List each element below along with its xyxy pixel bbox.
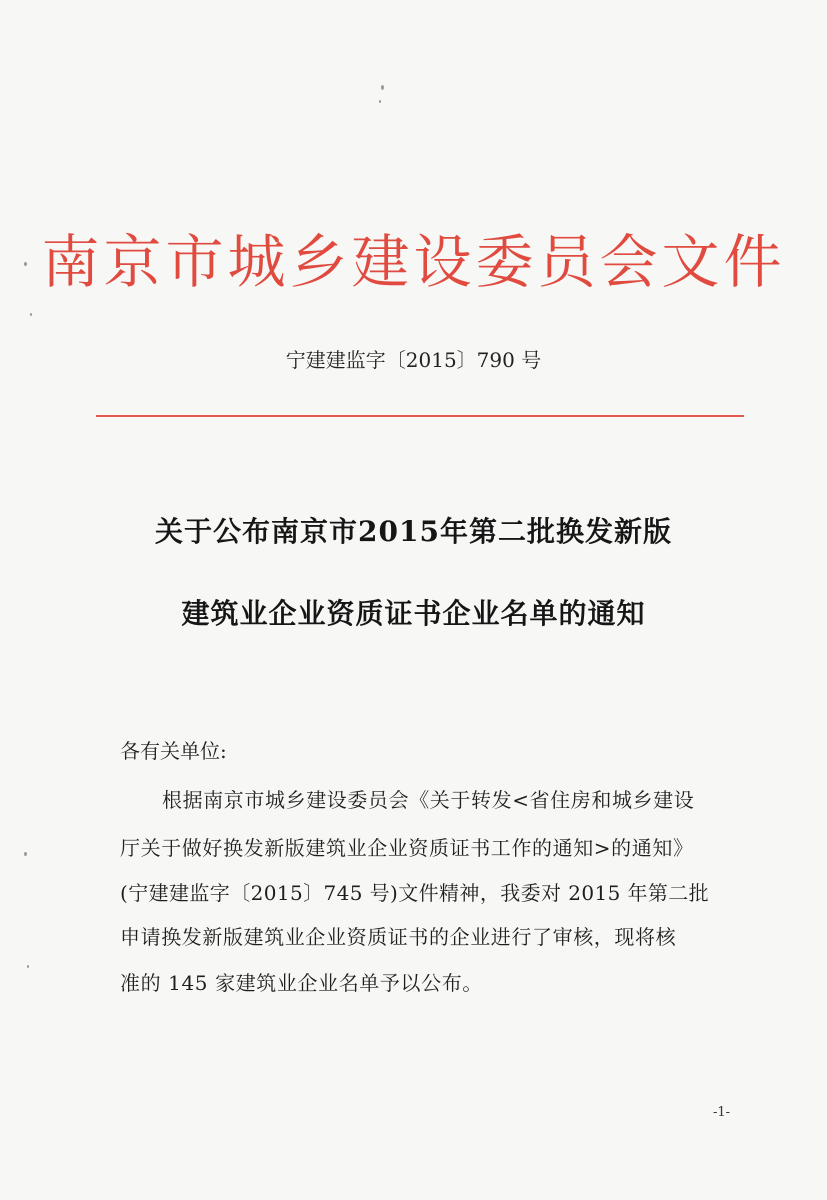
document-number: 宁建建监字〔2015〕790 号 bbox=[285, 348, 542, 372]
scan-speck bbox=[30, 313, 32, 316]
scan-speck bbox=[381, 85, 384, 90]
body-paragraph-line: 准的 145 家建筑业企业名单予以公布。 bbox=[120, 971, 483, 995]
scan-speck bbox=[379, 100, 381, 103]
notice-title-line-1: 关于公布南京市2015年第二批换发新版 bbox=[155, 515, 672, 548]
scan-speck bbox=[24, 852, 27, 856]
body-paragraph-line: 根据南京市城乡建设委员会《关于转发<省住房和城乡建设 bbox=[162, 788, 695, 812]
body-paragraph-line: 申请换发新版建筑业企业资质证书的企业进行了审核，现将核 bbox=[120, 925, 677, 949]
salutation: 各有关单位: bbox=[120, 739, 227, 763]
scan-speck bbox=[27, 965, 29, 968]
document-masthead: 南京市城乡建设委员会文件 bbox=[41, 228, 786, 296]
page-number: -1- bbox=[713, 1105, 731, 1120]
red-divider-line bbox=[96, 415, 744, 417]
scan-speck bbox=[24, 262, 27, 266]
notice-title-line-2: 建筑业企业资质证书企业名单的通知 bbox=[181, 597, 646, 630]
body-paragraph-line: (宁建建监字〔2015〕745 号)文件精神，我委对 2015 年第二批 bbox=[120, 881, 710, 905]
body-paragraph-line: 厅关于做好换发新版建筑业企业资质证书工作的通知>的通知》 bbox=[120, 836, 694, 860]
